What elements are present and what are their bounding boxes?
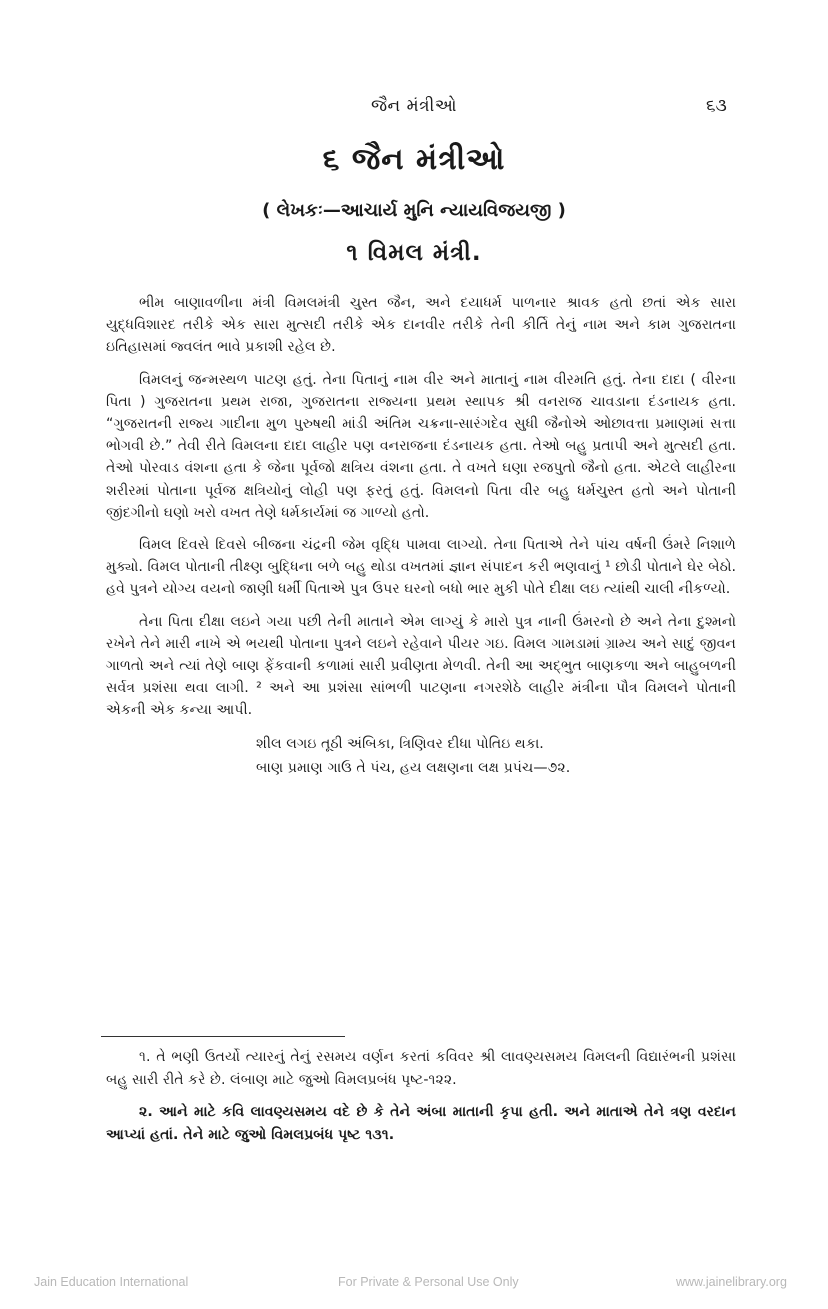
chapter-title: ૬ જૈન મંત્રીઓ	[322, 142, 506, 177]
section-title: ૧ વિમલ મંત્રી.	[346, 240, 482, 266]
footnote: ૨. આને માટે કવિ લાવણ્યસમય વદે છે કે તેને અંબા માતાની કૃપા હતી. અને માતાએ તેને ત્રણ વરદાન આપ્યાં હતાં. તેને માટે જુઓ વિમલપ્રબંધ પૃષ્ટ ૧૩૧.	[106, 1104, 736, 1143]
paragraph: તેના પિતા દીક્ષા લઇને ગયા પછી તેની માતાને એમ લાગ્યું કે મારો પુત્ર નાની ઉંમરનો છે અને તેના દુશ્મનો રખેને તેને મારી નાખે એ ભયથી પોતાના પુત્રને લઇને રહેવાને પીયર ગઇ. વિમલ ગામડામાં ગ્રામ્ય અને સાદું જીવન ગાળતો અને ત્યાં તેણે બાણ ફેંકવાની કળામાં સારી પ્રવીણતા મેળવી. તેની આ અદ્‌ભુત બાણકળા અને બાહુબળની સર્વત્ર પ્રશંસા થવા લાગી. ² અને આ પ્રશંસા સાંભળી પાટણના નગરશેઠે લાહીર મંત્રીના પૌત્ર વિમલને પોતાની એકની એક કન્યા આપી.	[106, 613, 736, 719]
verse-line: બાણ પ્રમાણ ગાઉ તે પંચ, હય લક્ષણના લક્ષ પ્રપંચ—૭૨.	[256, 759, 571, 776]
footnote-divider	[101, 1036, 345, 1037]
page-footer	[0, 1275, 828, 1295]
footer-website-link[interactable]: www.jainelibrary.org	[676, 1275, 787, 1289]
author-line: ( લેખકઃ—આચાર્ય મુનિ ન્યાયવિજયજી )	[262, 200, 566, 221]
footer-usage-note: For Private & Personal Use Only	[338, 1275, 519, 1289]
page-number: ૬૩	[706, 96, 727, 116]
body-text	[106, 292, 736, 780]
footnote: ૧. તે ભણી ઉતર્યો ત્યારનું તેનું રસમય વર્ણન કરતાં કવિવર શ્રી લાવણ્યસમય વિમલની વિદ્યારંભની પ્રશંસા બહુ સારી રીતે કરે છે. લંબાણ માટે જુઓ વિમલપ્રબંધ પૃષ્ટ-૧૨૨.	[106, 1049, 736, 1088]
verse-line: શીલ લગઇ તૂઠી અંબિકા, ત્રિણિવર દીધા પોતિઇ થકા.	[256, 735, 544, 752]
footnotes	[106, 1046, 736, 1156]
footer-publisher: Jain Education International	[34, 1275, 189, 1289]
paragraph: વિમલ દિવસે દિવસે બીજના ચંદ્રની જેમ વૃદ્ધિ પામવા લાગ્યો. તેના પિતાએ તેને પાંચ વર્ષની ઉંમરે નિશાળે મુક્યો. વિમલ પોતાની તીક્ષ્ણ બુદ્ધિના બળે બહુ થોડા વખતમાં જ્ઞાન સંપાદન કરી ભણવાનું ¹ છોડી પોતાને ઘેર બેઠો. હવે પુત્રને યોગ્ય વયનો જાણી ધર્મી પિતાએ પુત્ર ઉપર ઘરનો બધો ભાર મુકી પોતે દીક્ષા લઇ ત્યાંથી ચાલી નીકળ્યો.	[106, 537, 736, 598]
verse-quote	[256, 732, 736, 780]
paragraph: ભીમ બાણાવળીના મંત્રી વિમલમંત્રી ચુસ્ત જૈન, અને દયાધર્મ પાળનાર શ્રાવક હતો છતાં એક સારા યુદ્ધવિશારદ તરીકે એક સારા મુત્સદી તરીકે એક દાનવીર તરીકે તેની કીર્તિ તેનું નામ અને કામ ગુજરાતના ઇતિહાસમાં જ્વલંત ભાવે પ્રકાશી રહેલ છે.	[106, 295, 736, 356]
paragraph: વિમલનું જન્મસ્થળ પાટણ હતું. તેના પિતાનું નામ વીર અને માતાનું નામ વીરમતિ હતું. તેના દાદા ( વીરના પિતા ) ગુજરાતના પ્રથમ રાજા, ગુજરાતના રાજ્યના પ્રથમ સ્થાપક શ્રી વનરાજ ચાવડાના દંડનાયક હતા. “ગુજરાતની રાજ્ય ગાદીના મુળ પુરુષથી માંડી અંતિમ ચક્રના-સારંગદેવ સુધી જૈનોએ ઓછાવત્તા પ્રમાણમાં સત્તા ભોગવી છે.” તેવી રીતે વિમલના દાદા લાહીર પણ વનરાજના દંડનાયક હતા. તેઓ બહુ પ્રતાપી અને મુત્સદી હતા. તેઓ પોરવાડ વંશના હતા કે જેના પૂર્વજો ક્ષત્રિય વંશના હતા. તે વખતે ઘણા રજપુતો જૈનો હતા. એટલે લાહીરના શરીરમાં પોતાના પૂર્વજ ક્ષત્રિયોનું લોહી પણ ફરતું હતું. વિમલનો પિતા વીર બહુ ધર્મચુસ્ત હતો અને પોતાની જીંદગીનો ઘણો ખરો વખત તેણે ધર્મકાર્યમાં જ ગાળ્યો હતો.	[106, 371, 736, 521]
running-head: જૈન મંત્રીઓ	[370, 96, 458, 116]
